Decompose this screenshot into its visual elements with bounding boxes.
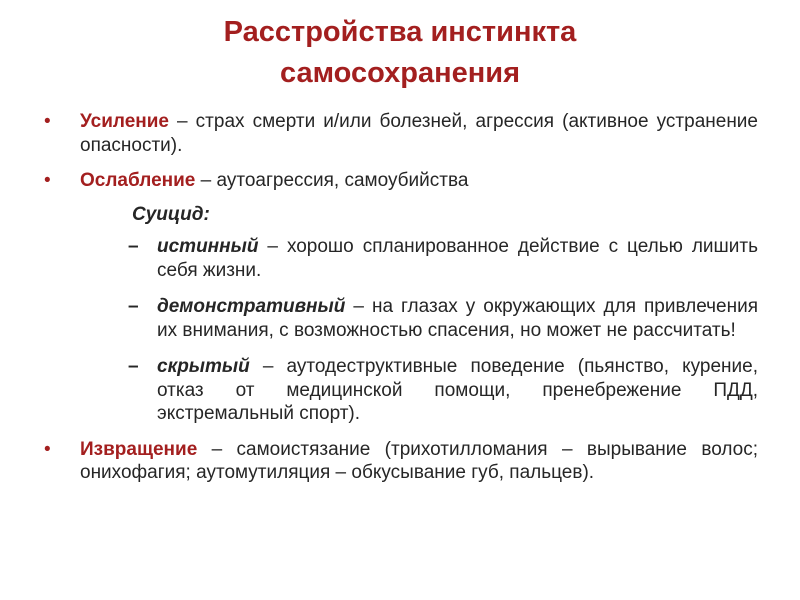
bullet-item-enhancement bbox=[40, 110, 758, 157]
bullet-term-weakening: Ослабление bbox=[80, 170, 196, 191]
suicide-text-hidden: – аутодеструктивные поведение (пьянство, курение, отказ от медицинской помощи, пренебрежение ПДД, экстремальный спорт). bbox=[157, 356, 758, 424]
slide-title-line-1: Расстройства инстинкта bbox=[223, 16, 577, 48]
bullet-marker: • bbox=[44, 111, 51, 132]
bullet-text-weakening: – аутоагрессия, самоубийства bbox=[195, 170, 469, 191]
bullet-item-perversion bbox=[40, 438, 758, 485]
dash-marker: – bbox=[128, 296, 139, 317]
suicide-item-true bbox=[40, 235, 758, 282]
bullet-text-enhancement: – страх смерти и/или болезней, агрессия (активное устранение опасности). bbox=[80, 111, 758, 156]
suicide-text-demonstrative: – на глазах у окружающих для привлечения их внимания, с возможностью спасения, но может не рассчитать! bbox=[157, 296, 758, 341]
bullet-marker: • bbox=[44, 170, 51, 191]
suicide-term-hidden: скрытый bbox=[157, 356, 250, 377]
dash-marker: – bbox=[128, 236, 139, 257]
slide-content bbox=[40, 110, 758, 485]
bullet-text-perversion: – самоистязание (трихотилломания – вырывание волос; онихофагия; аутомутиляция – обкусывание губ, пальцев). bbox=[80, 438, 758, 483]
bullet-item-weakening bbox=[40, 169, 758, 193]
bullet-marker: • bbox=[44, 438, 51, 460]
slide-title-line-2: самосохранения bbox=[279, 57, 520, 89]
dash-marker: – bbox=[128, 356, 139, 377]
bullet-term-enhancement: Усиление bbox=[80, 111, 169, 132]
suicide-term-true: истинный bbox=[157, 236, 259, 257]
suicide-heading: Суицид: bbox=[132, 203, 210, 225]
suicide-text-true: – хорошо спланированное действие с целью лишить себя жизни. bbox=[157, 236, 758, 281]
bullet-term-perversion: Извращение bbox=[80, 438, 198, 460]
slide-title bbox=[0, 12, 800, 94]
suicide-item-demonstrative bbox=[40, 295, 758, 342]
suicide-item-hidden bbox=[40, 355, 758, 426]
suicide-term-demonstrative: демонстративный bbox=[157, 296, 346, 317]
